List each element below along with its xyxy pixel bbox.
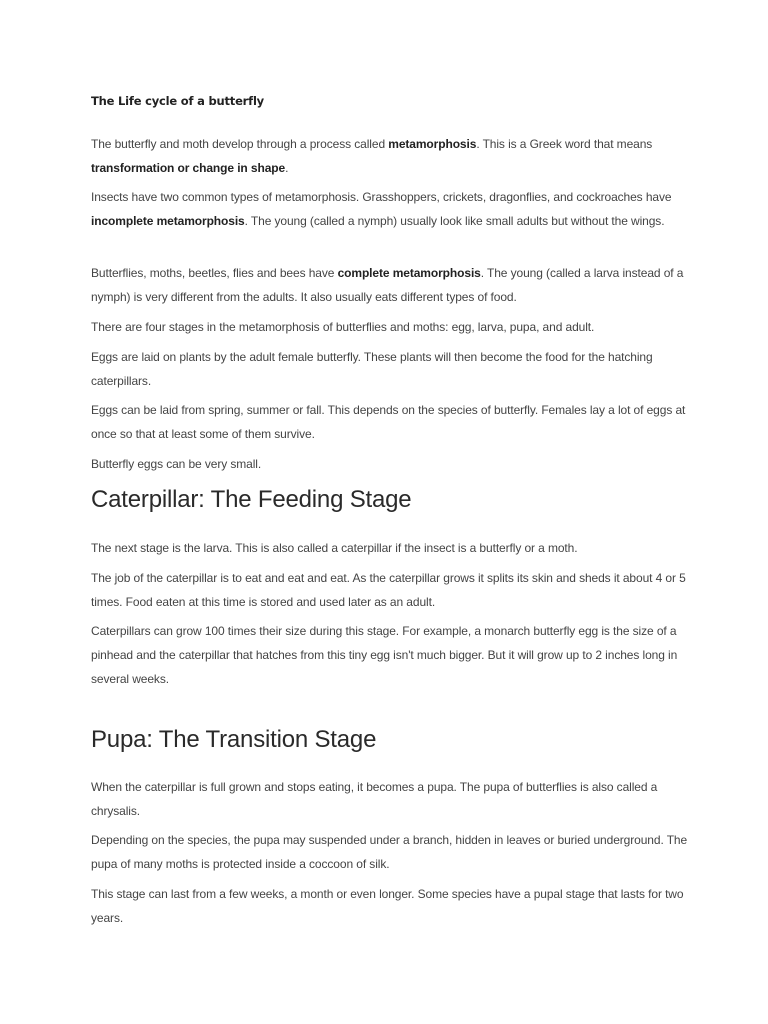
paragraph-complete-metamorphosis	[91, 261, 691, 309]
text-span: Insects have two common types of metamorphosis. Grasshoppers, crickets, dragonflies, and cockroaches have	[91, 190, 672, 204]
text-span: Butterflies, moths, beetles, flies and bees have	[91, 266, 338, 280]
section-heading-pupa: Pupa: The Transition Stage	[91, 726, 377, 753]
text-span: . The young (called a larva instead of a nymph) is very different from the adults. It also usually eats different types of food.	[91, 266, 684, 304]
paragraph-pupa-duration: This stage can last from a few weeks, a month or even longer. Some species have a pupal stage that lasts for two years.	[91, 887, 684, 925]
paragraph-metamorphosis-definition	[91, 132, 691, 180]
paragraph-four-stages: There are four stages in the metamorphosis of butterflies and moths: egg, larva, pupa, and adult.	[91, 320, 595, 334]
paragraph-eggs-small: Butterfly eggs can be very small.	[91, 457, 262, 471]
paragraph-eggs-seasons: Eggs can be laid from spring, summer or fall. This depends on the species of butterfly. Females lay a lot of eggs at once so that at least some of them survive.	[91, 403, 686, 441]
paragraph-caterpillar-larva: The next stage is the larva. This is also called a caterpillar if the insect is a butterfly or a moth.	[91, 541, 578, 555]
text-span: . The young (called a nymph) usually look like small adults but without the wings.	[244, 214, 665, 228]
text-span: .	[285, 161, 289, 175]
document-title: The Life cycle of a butterfly	[91, 94, 264, 108]
bold-term-complete-metamorphosis: complete metamorphosis	[337, 266, 481, 280]
text-span: The butterfly and moth develop through a process called	[91, 137, 389, 151]
paragraph-caterpillar-growth: Caterpillars can grow 100 times their size during this stage. For example, a monarch butterfly egg is the size of a pinhead and the caterpillar that hatches from this tiny egg isn't much bigger. But it will grow up to 2 inches long in several weeks.	[91, 624, 678, 686]
bold-term-transformation: transformation or change in shape	[91, 161, 286, 175]
paragraph-incomplete-metamorphosis	[91, 185, 691, 233]
paragraph-pupa-location: Depending on the species, the pupa may suspended under a branch, hidden in leaves or buried underground. The pupa of many moths is protected inside a coccoon of silk.	[91, 833, 688, 871]
section-heading-caterpillar: Caterpillar: The Feeding Stage	[91, 486, 412, 513]
paragraph-caterpillar-eating: The job of the caterpillar is to eat and eat and eat. As the caterpillar grows it splits its skin and sheds it about 4 or 5 times. Food eaten at this time is stored and used later as an adult.	[91, 571, 686, 609]
bold-term-incomplete-metamorphosis: incomplete metamorphosis	[91, 214, 245, 228]
bold-term-metamorphosis: metamorphosis	[388, 137, 477, 151]
paragraph-pupa-chrysalis: When the caterpillar is full grown and stops eating, it becomes a pupa. The pupa of butterflies is also called a chrysalis.	[91, 780, 658, 818]
text-span: . This is a Greek word that means	[476, 137, 653, 151]
paragraph-eggs-laid: Eggs are laid on plants by the adult female butterfly. These plants will then become the food for the hatching caterpillars.	[91, 350, 653, 388]
